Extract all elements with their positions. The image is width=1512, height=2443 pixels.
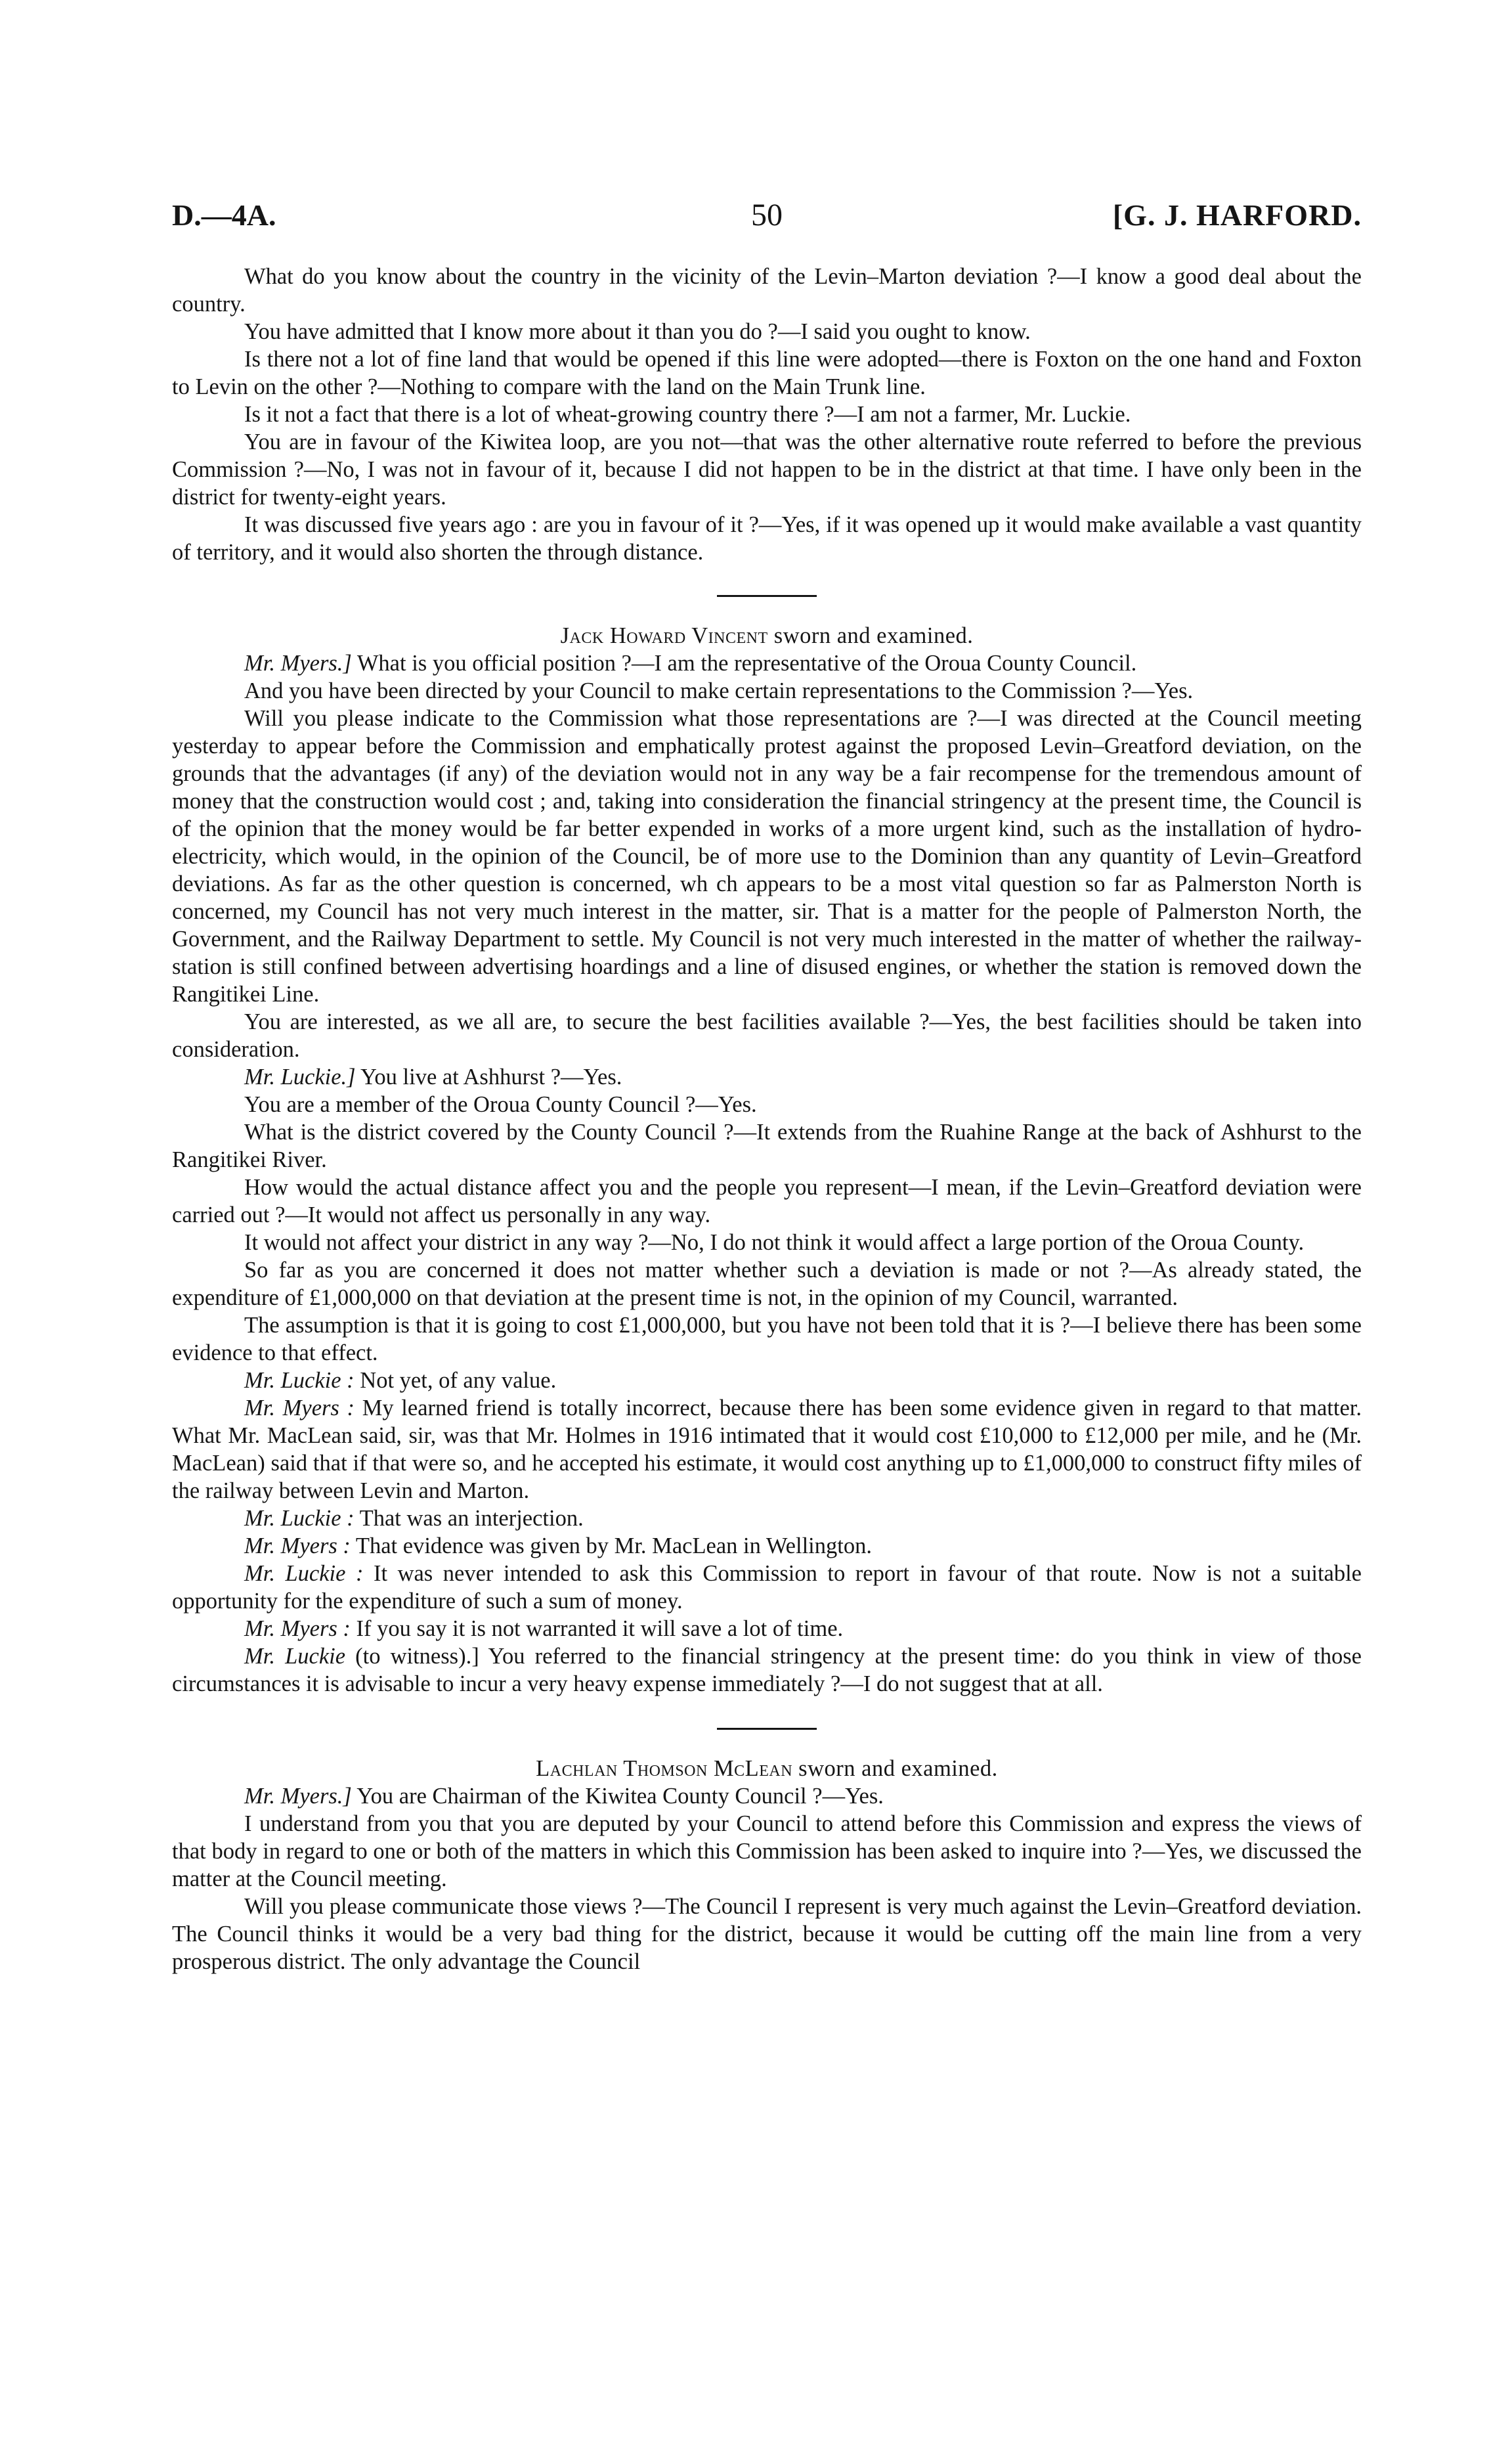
paragraph [172,1063,1362,1091]
paragraph-text: (to witness).] You referred to the financial stringency at the present time: do you think in view of those circumstances it is advisable to incur a very heavy expense immediately ?—I do not suggest that at all. [172,1644,1362,1696]
paragraph: Is it not a fact that there is a lot of wheat-growing country there ?—I am not a farmer, Mr. Luckie. [244,402,1131,427]
paragraph [172,649,1362,677]
paragraph [172,1560,1362,1615]
paragraph: Is there not a lot of fine land that would be opened if this line were adopted—there is Foxton on the one hand and Foxton to Levin on the other ?—Nothing to compare with the land on the Main Trunk line. [172,347,1362,399]
paragraph: The assumption is that it is going to cost £1,000,000, but you have not been told that it is ?—I believe there has been some evidence to that effect. [172,1313,1362,1365]
witness-heading-rest: sworn and examined. [792,1756,998,1781]
text-column [172,263,1362,1975]
paragraph: You are interested, as we all are, to secure the best facilities available ?—Yes, the best facilities should be taken into consideration. [172,1009,1362,1062]
paragraph [172,1505,1362,1532]
paragraph [172,1367,1362,1394]
paragraph-text: You are Chairman of the Kiwitea County Council ?—Yes. [351,1784,884,1809]
paragraph-text: That was an interjection. [354,1506,584,1531]
section-mclean [172,1755,1362,1975]
paragraph: You are in favour of the Kiwitea loop, are you not—that was the other alternative route referred to before the previous Commission ?—No, I was not in favour of it, because I did not happen to be in the district at that time. I have only been in the district for twenty-eight years. [172,429,1362,510]
paragraph-text: If you say it is not warranted it will save a lot of time. [350,1616,844,1641]
paragraph [172,1782,1362,1810]
paragraph: What is the district covered by the County Council ?—It extends from the Ruahine Range at the back of Ashhurst to the Rangitikei River. [172,1120,1362,1172]
paragraph: It would not affect your district in any way ?—No, I do not think it would affect a large portion of the Oroua County. [244,1230,1305,1255]
paragraph-text: My learned friend is totally incorrect, because there has been some evidence given in regard to that matter. What Mr. MacLean said, sir, was that Mr. Holmes in 1916 intimated that it would cost £10,000 to £12,000 per mile, and he (Mr. MacLean) said that if that were so, and he accepted his estimate, it would cost anything up to £1,000,000 to construct fifty miles of the railway between Levin and Marton. [172,1396,1362,1503]
section-divider [717,595,817,597]
paragraph [172,1532,1362,1560]
paragraph: So far as you are concerned it does not matter whether such a deviation is made or not ?—As already stated, the expenditure of £1,000,000 on that deviation at the present time is not, in the opinion of my Council, warranted. [172,1258,1362,1310]
paragraph: How would the actual distance affect you and the people you represent—I mean, if the Levin–Greatford deviation were carried out ?—It would not affect us personally in any way. [172,1175,1362,1227]
paragraph-text: It was never intended to ask this Commission to report in favour of that route. Now is not a suitable opportunity for the expenditure of such a sum of money. [172,1561,1362,1614]
paragraph: It was discussed five years ago : are you in favour of it ?—Yes, if it was opened up it would make available a vast quantity of territory, and it would also shorten the through distance. [172,512,1362,565]
page-number: 50 [751,198,783,232]
witness-reference: [G. J. HARFORD. [1112,198,1362,232]
witness-heading-rest: sworn and examined. [767,623,974,648]
paragraph: You have admitted that I know more about it than you do ?—I said you ought to know. [244,319,1031,344]
paragraph [172,1615,1362,1642]
paragraph: You are a member of the Oroua County Council ?—Yes. [244,1092,757,1117]
speaker-label: Mr. Luckie.] [244,1065,356,1089]
witness-heading [172,622,1362,649]
paragraph: What do you know about the country in the vicinity of the Levin–Marton deviation ?—I know a good deal about the country. [172,264,1362,317]
paragraph: And you have been directed by your Council to make certain representations to the Commission ?—Yes. [244,678,1194,703]
speaker-label: Mr. Luckie : [244,1368,355,1393]
witness-name: Jack Howard Vincent [560,623,768,648]
section-divider [717,1728,817,1730]
speaker-label: Mr. Myers.] [244,651,352,676]
page-header [172,196,1362,235]
paragraph: I understand from you that you are deputed by your Council to attend before this Commission and express the views of that body in regard to one or both of the matters in which this Commission has been asked to inquire into ?—Yes, we discussed the matter at the Council meeting. [172,1811,1362,1891]
paragraph: Will you please communicate those views ?—The Council I represent is very much against the Levin–Greatford deviation. The Council thinks it would be a very bad thing for the district, because it would be cutting off the main line from a very prosperous district. The only advantage the Council [172,1894,1362,1974]
document-reference: D.—4A. [172,198,276,232]
section-vincent [172,622,1362,1698]
paragraph [172,1394,1362,1505]
paragraph: Will you please indicate to the Commission what those representations are ?—I was directed at the Council meeting yesterday to appear before the Commission and emphatically protest against the proposed Levin–Greatford deviation, on the grounds that the advantages (if any) of the deviation would not in any way be a fair recompense for the tremendous amount of money that the construction would cost ; and, taking into consideration the financial stringency at the present time, the Council is of the opinion that the money would be far better expended in works of a more urgent kind, such as the installation of hydro-electricity, which would, in the opinion of the Council, be of more use to the Dominion than any quantity of Levin–Greatford deviations. As far as the other question is concerned, wh ch appears to be a most vital question so far as Palmerston North is concerned, my Council has not very much interest in the matter, sir. That is a matter for the people of Palmerston North, the Government, and the Railway Department to settle. My Council is not very much interested in the matter of whether the railway-station is still confined between advertising hoardings and a line of disused engines, or whether the station is removed down the Rangitikei Line. [172,706,1362,1007]
speaker-label: Mr. Myers : [244,1533,351,1558]
paragraph-text: Not yet, of any value. [354,1368,557,1393]
witness-name: Lachlan Thomson McLean [536,1756,793,1781]
section-harford-continued [172,263,1362,566]
speaker-label: Mr. Myers.] [244,1784,352,1809]
paragraph-text: That evidence was given by Mr. MacLean in Wellington. [350,1533,872,1558]
witness-heading [172,1755,1362,1782]
speaker-label: Mr. Luckie : [244,1561,364,1586]
paragraph [172,1642,1362,1698]
paragraph-text: You live at Ashhurst ?—Yes. [355,1065,622,1089]
speaker-label: Mr. Myers : [244,1396,355,1420]
speaker-label: Mr. Luckie : [244,1506,355,1531]
paragraph-text: What is you official position ?—I am the representative of the Oroua County Council. [351,651,1137,676]
speaker-label: Mr. Myers : [244,1616,351,1641]
speaker-label: Mr. Luckie [244,1644,346,1669]
